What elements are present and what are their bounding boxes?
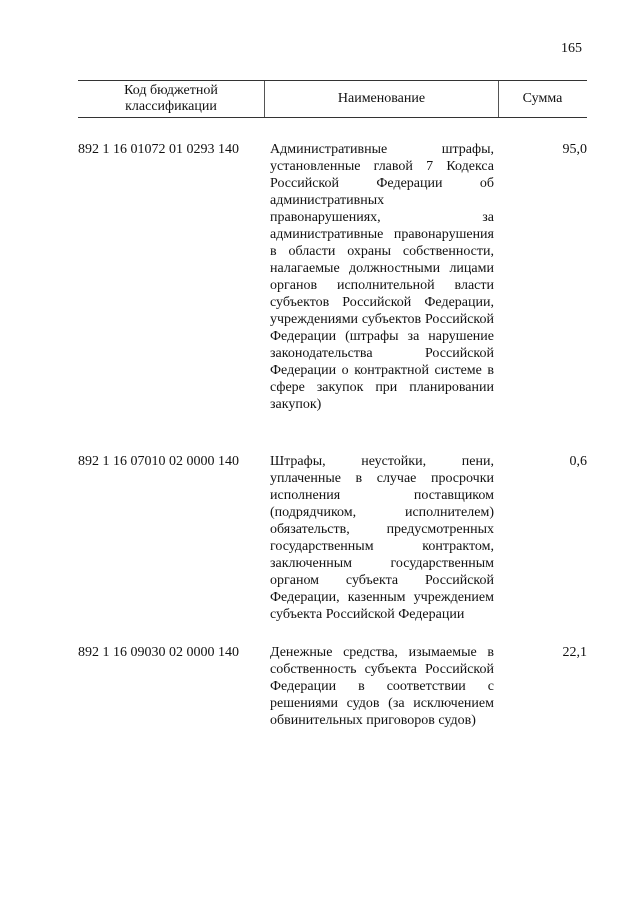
row-name: Административные штрафы, установленные главой 7 Кодекса Российской Федерации об административных правонарушениях, за административные правонарушения в области охраны собственности, налагаемые должностными лицами органов исполнительной власти субъектов Российской Федерации, учреждениями субъектов Российской Федерации (штрафы за нарушение законодательства Российской Федерации о контрактной системе в сфере закупок при планировании закупок) xyxy=(270,142,494,412)
row-name: Штрафы, неустойки, пени, уплаченные в случае просрочки исполнения поставщиком (подрядчиком, исполнителем) обязательств, предусмотренных государственным контрактом, заключенным государственным органом субъекта Российской Федерации, казенным учреждением субъекта Российской Федерации xyxy=(270,454,494,622)
row-sum: 22,1 xyxy=(562,645,587,660)
row-code: 892 1 16 07010 02 0000 140 xyxy=(78,454,239,469)
row-sum: 0,6 xyxy=(569,454,587,469)
page-number: 165 xyxy=(561,41,582,56)
table-header xyxy=(78,80,587,118)
header-sum: Сумма xyxy=(522,91,563,106)
header-name: Наименование xyxy=(264,81,499,117)
row-code: 892 1 16 01072 01 0293 140 xyxy=(78,142,239,157)
row-name: Денежные средства, изымаемые в собственность субъекта Российской Федерации в соответствии с решениями судов (за исключением обвинительных приговоров судов) xyxy=(270,645,494,728)
header-code: Код бюджетной классификации xyxy=(124,83,218,114)
row-sum: 95,0 xyxy=(562,142,587,157)
row-code: 892 1 16 09030 02 0000 140 xyxy=(78,645,239,660)
